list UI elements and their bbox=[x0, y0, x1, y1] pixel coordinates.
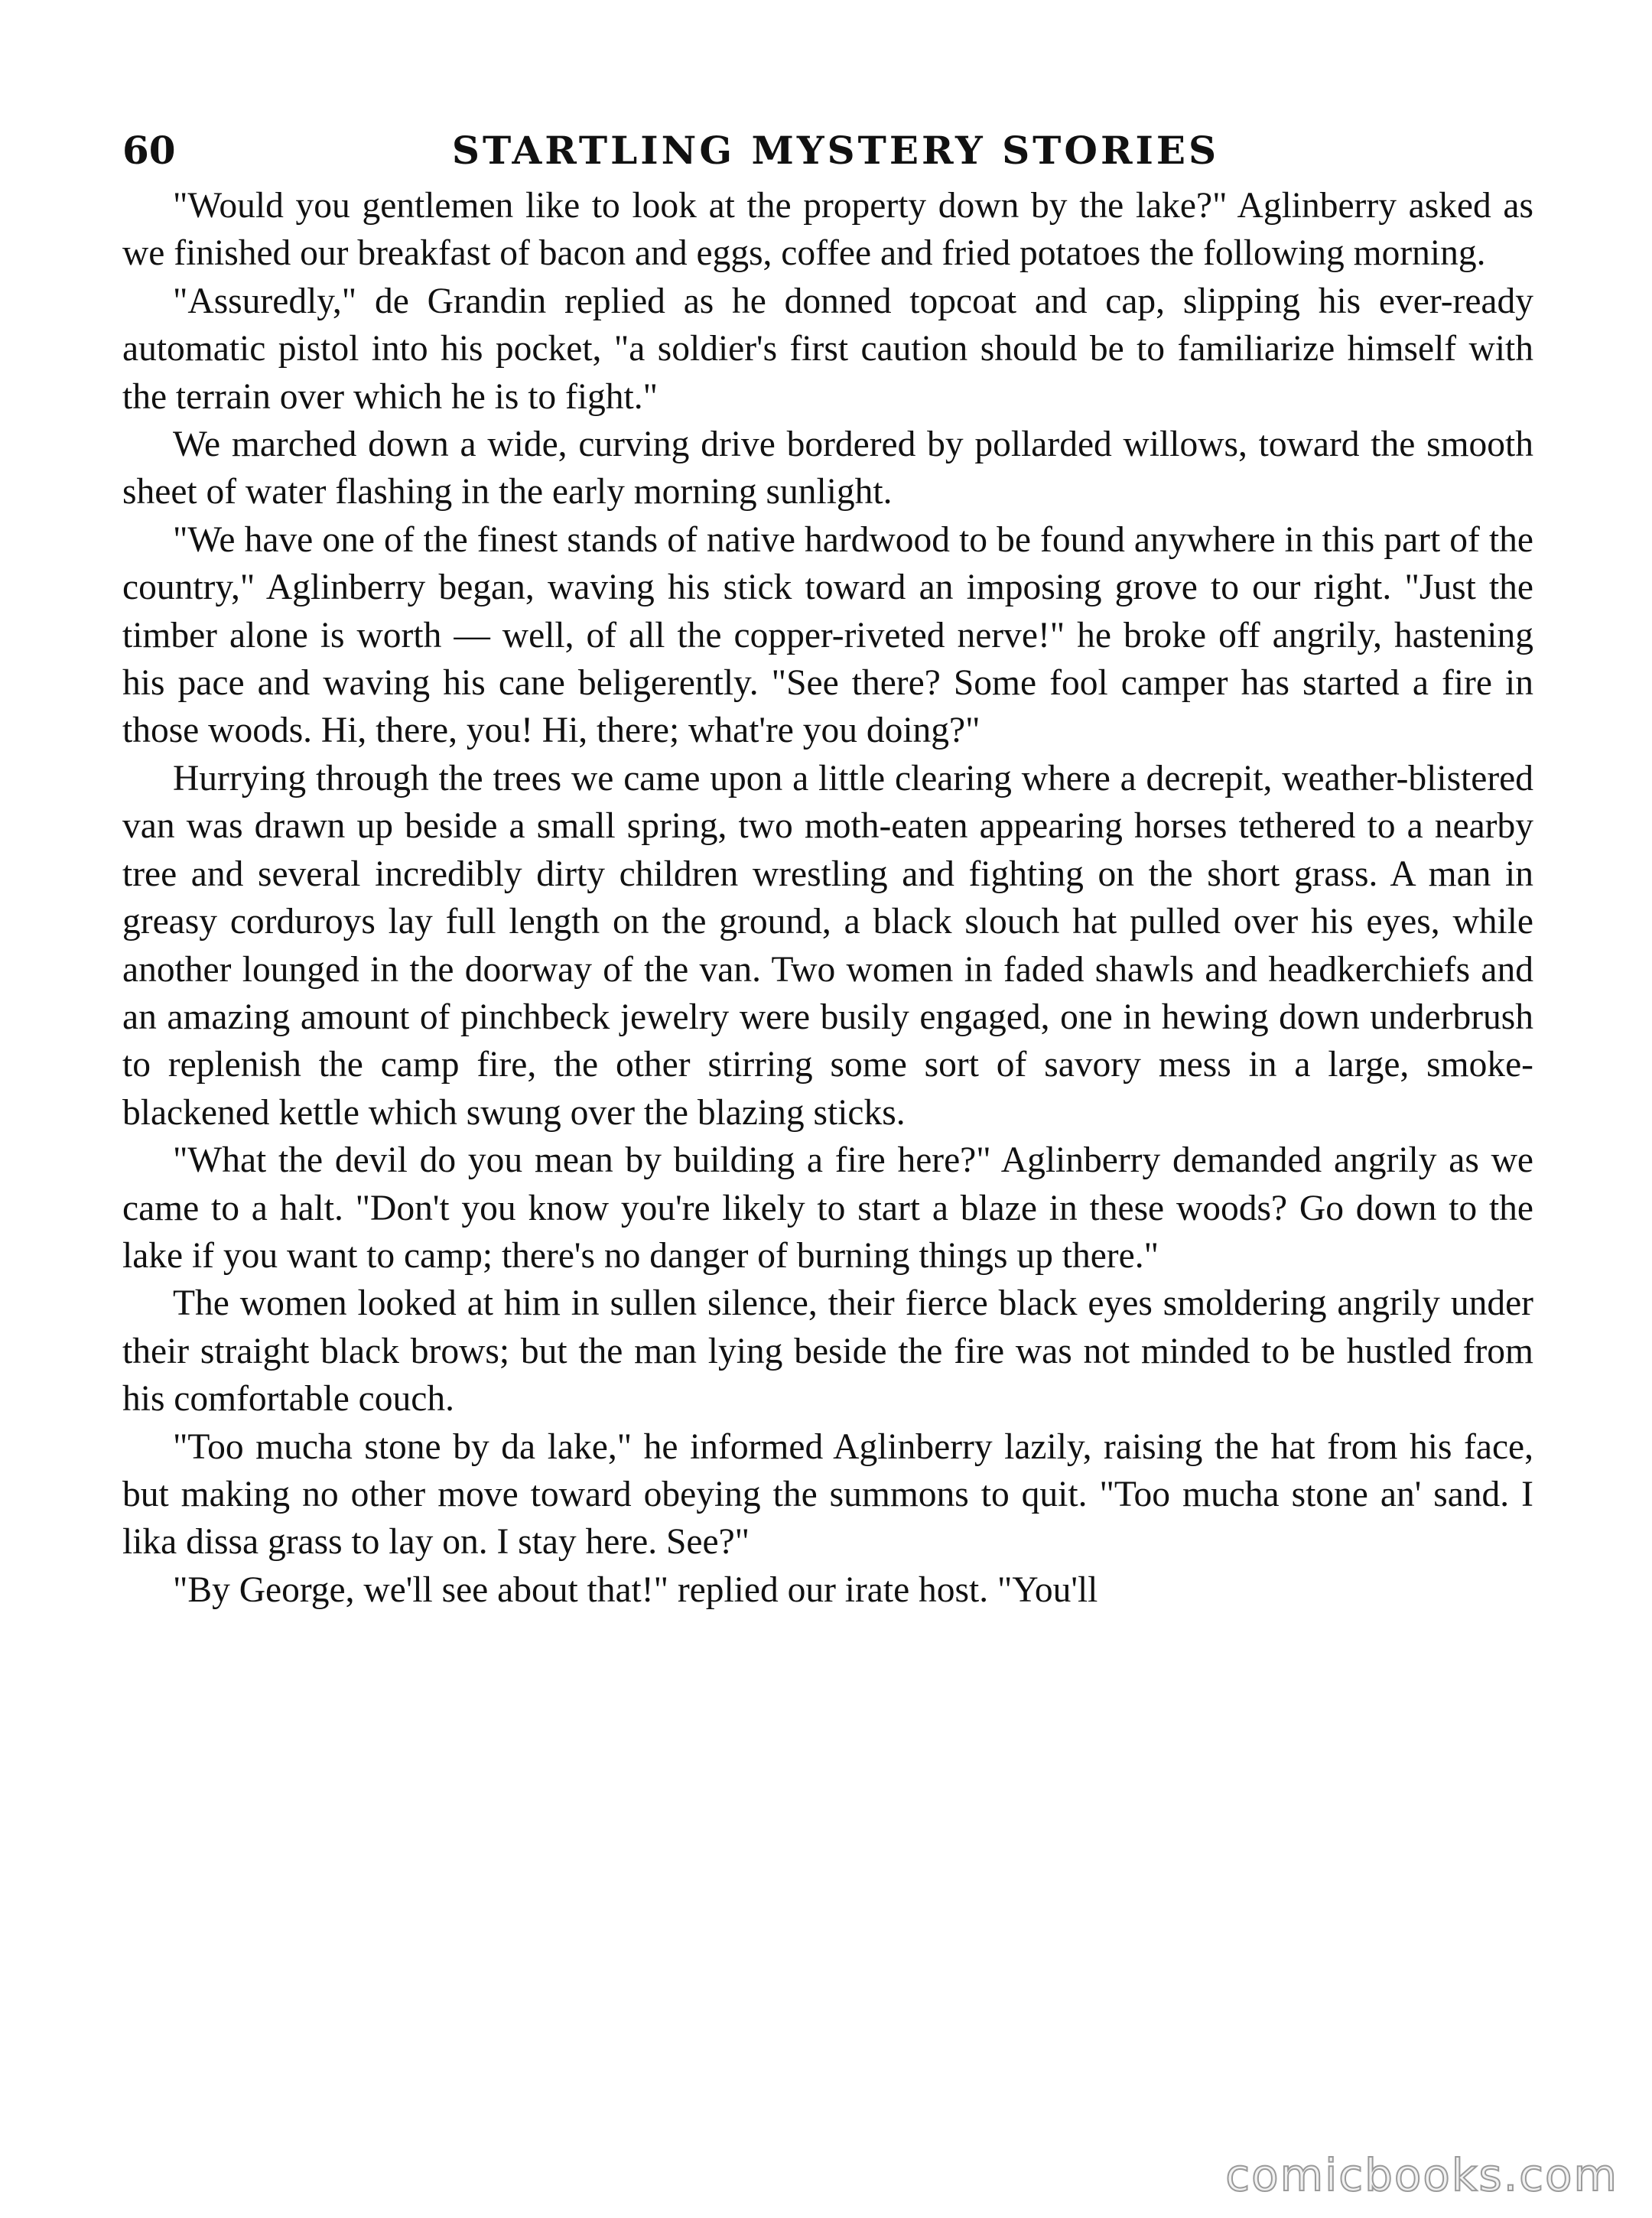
page-number: 60 bbox=[122, 128, 176, 173]
story-text bbox=[122, 182, 1533, 1614]
paragraph: "We have one of the finest stands of native hardwood to be found anywhere in this part of the country," Aglinberry began, waving his stick toward an imposing grove to our right. "Just the timber alone is worth — well, of all the copper-riveted nerve!" he broke off angrily, hastening his pace and waving his cane beligerently. "See there? Some fool camper has started a fire in those woods. Hi, there, you! Hi, there; what're you doing?" bbox=[122, 519, 1533, 751]
paragraph: "Assuredly," de Grandin replied as he donned topcoat and cap, slipping his ever-ready automatic pistol into his pocket, "a soldier's first caution should be to familiarize himself with the terrain over which he is to fight." bbox=[122, 281, 1533, 417]
paragraph: "What the devil do you mean by building a fire here?" Aglinberry demanded angrily as we came to a halt. "Don't you know you're likely to start a blaze in these woods? Go down to the lake if you want to camp; there's no danger of burning things up there." bbox=[122, 1140, 1533, 1276]
paragraph: "By George, we'll see about that!" replied our irate host. "You'll bbox=[173, 1569, 1098, 1610]
site-watermark: comicbooks.com bbox=[1225, 2149, 1618, 2201]
paragraph: The women looked at him in sullen silence, their fierce black eyes smoldering angrily under their straight black brows; but the man lying beside the fire was not minded to be hustled from his comfortable couch. bbox=[122, 1283, 1533, 1420]
paragraph: Hurrying through the trees we came upon a little clearing where a decrepit, weather-blistered van was drawn up beside a small spring, two moth-eaten appearing horses tethered to a nearby tree and several incredibly dirty children wrestling and fighting on the short grass. A man in greasy corduroys lay full length on the ground, a black slouch hat pulled over his eyes, while another lounged in the doorway of the van. Two women in faded shawls and headkerchiefs and an amazing amount of pinchbeck jewelry were busily engaged, one in hewing down underbrush to replenish the camp fire, the other stirring some sort of savory mess in a large, smoke-blackened kettle which swung over the blazing sticks. bbox=[122, 758, 1533, 1133]
running-title: STARTLING MYSTERY STORIES bbox=[451, 128, 1220, 173]
paragraph: "Would you gentlemen like to look at the property down by the lake?" Aglinberry asked as we finished our breakfast of bacon and eggs, coffee and fried potatoes the following morning. bbox=[122, 186, 1533, 274]
page-header bbox=[122, 122, 1533, 179]
book-page bbox=[122, 122, 1533, 1614]
paragraph: We marched down a wide, curving drive bordered by pollarded willows, toward the smooth sheet of water flashing in the early morning sunlight. bbox=[122, 424, 1533, 512]
paragraph: "Too mucha stone by da lake," he informed Aglinberry lazily, raising the hat from his face, but making no other move toward obeying the summons to quit. "Too mucha stone an' sand. I lika dissa grass to lay on. I stay here. See?" bbox=[122, 1426, 1533, 1563]
